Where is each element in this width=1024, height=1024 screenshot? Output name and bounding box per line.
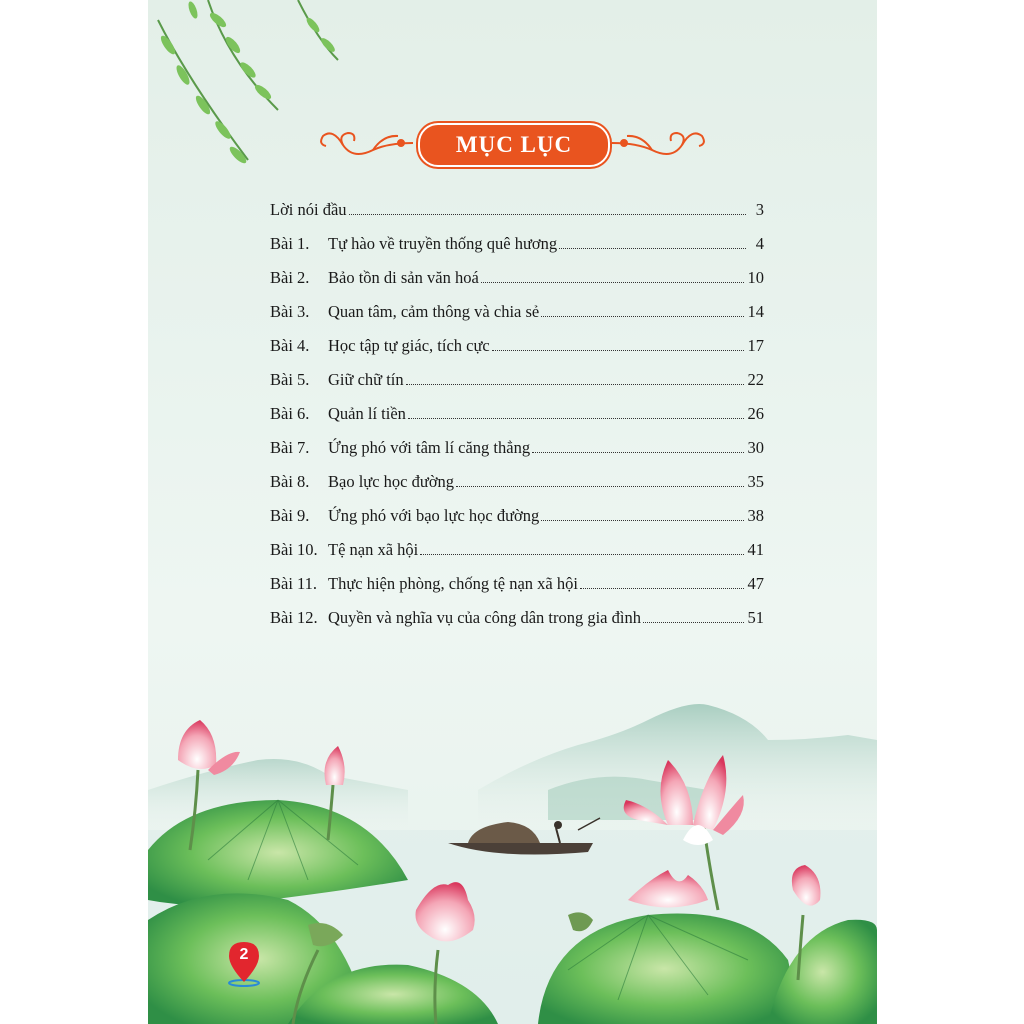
toc-entry-page: 47 bbox=[747, 574, 764, 593]
page-number-badge bbox=[224, 938, 264, 988]
page-number: 2 bbox=[239, 946, 249, 963]
dot-leader bbox=[532, 451, 743, 453]
toc-entry-title: Tệ nạn xã hội bbox=[328, 540, 419, 559]
toc-entry[interactable] bbox=[270, 390, 764, 424]
dot-leader bbox=[408, 417, 744, 419]
toc-entry-title: Học tập tự giác, tích cực bbox=[328, 336, 490, 355]
dot-leader bbox=[541, 315, 743, 317]
toc-entry-title: Quan tâm, cảm thông và chia sẻ bbox=[328, 302, 540, 321]
toc-entry-title: Giữ chữ tín bbox=[328, 370, 404, 389]
dot-leader bbox=[349, 213, 746, 215]
dot-leader bbox=[559, 247, 746, 249]
left-ornament-icon bbox=[321, 133, 413, 154]
toc-entry-page: 17 bbox=[747, 336, 764, 355]
toc-entry-number: Bài 11. bbox=[270, 574, 318, 593]
toc-entry-page: 10 bbox=[747, 268, 764, 287]
toc-entry-title: Quản lí tiền bbox=[328, 404, 406, 423]
toc-entry-page: 51 bbox=[747, 608, 764, 627]
toc-entry[interactable] bbox=[270, 356, 764, 390]
toc-entry-title: Ứng phó với tâm lí căng thẳng bbox=[328, 438, 531, 457]
toc-entry[interactable] bbox=[270, 526, 764, 560]
toc-entry[interactable] bbox=[270, 594, 764, 628]
toc-entry-number: Bài 10. bbox=[270, 540, 318, 559]
toc-entry-number: Bài 8. bbox=[270, 472, 310, 491]
toc-entry[interactable] bbox=[270, 288, 764, 322]
willow-branch-icon bbox=[158, 0, 338, 166]
toc-entry-page: 38 bbox=[747, 506, 764, 525]
toc-entry[interactable] bbox=[270, 322, 764, 356]
toc-entry-number: Bài 2. bbox=[270, 268, 310, 287]
toc-entry-page: 26 bbox=[747, 404, 764, 423]
dot-leader bbox=[492, 349, 744, 351]
dot-leader bbox=[456, 485, 743, 487]
toc-title-banner bbox=[418, 123, 610, 167]
toc-entry[interactable] bbox=[270, 424, 764, 458]
right-ornament-icon bbox=[612, 133, 704, 154]
toc-entry-number: Bài 5. bbox=[270, 370, 310, 389]
dot-leader bbox=[643, 621, 744, 623]
dot-leader bbox=[541, 519, 743, 521]
toc-entry-number: Bài 6. bbox=[270, 404, 310, 423]
toc-entry-number: Bài 7. bbox=[270, 438, 310, 457]
toc-entry-title: Bạo lực học đường bbox=[328, 472, 455, 491]
toc-entry-number: Bài 12. bbox=[270, 608, 318, 627]
toc-entry-number: Bài 4. bbox=[270, 336, 310, 355]
toc-entry-title: Thực hiện phòng, chống tệ nạn xã hội bbox=[328, 574, 578, 593]
toc-entry-title: Bảo tồn di sản văn hoá bbox=[328, 268, 479, 287]
toc-entry-page: 14 bbox=[747, 302, 764, 321]
toc-entry-page: 41 bbox=[747, 540, 764, 559]
toc-entry[interactable] bbox=[270, 254, 764, 288]
toc-entry-number: Bài 3. bbox=[270, 302, 310, 321]
toc-entry[interactable] bbox=[270, 186, 764, 220]
toc-entry-page: 4 bbox=[755, 234, 764, 253]
book-page bbox=[148, 0, 877, 1024]
toc-entry-page: 22 bbox=[747, 370, 764, 389]
toc-entry-number: Bài 9. bbox=[270, 506, 310, 525]
toc-entry-title: Tự hào về truyền thống quê hương bbox=[328, 234, 558, 253]
toc-entry[interactable] bbox=[270, 220, 764, 254]
page-title: MỤC LỤC bbox=[455, 132, 573, 157]
dot-leader bbox=[580, 587, 744, 589]
dot-leader bbox=[406, 383, 744, 385]
toc-entry[interactable] bbox=[270, 492, 764, 526]
dot-leader bbox=[420, 553, 743, 555]
toc-entry-number: Bài 1. bbox=[270, 234, 310, 253]
toc-entry-page: 35 bbox=[747, 472, 764, 491]
table-of-contents bbox=[270, 186, 764, 628]
toc-entry-title: Quyền và nghĩa vụ của công dân trong gia đình bbox=[328, 608, 641, 627]
toc-entry-page: 30 bbox=[747, 438, 764, 457]
toc-entry-number: Lời nói đầu bbox=[270, 200, 347, 219]
dot-leader bbox=[481, 281, 744, 283]
toc-entry-title: Ứng phó với bạo lực học đường bbox=[328, 506, 540, 525]
toc-entry[interactable] bbox=[270, 560, 764, 594]
toc-entry-page: 3 bbox=[755, 200, 764, 219]
toc-entry[interactable] bbox=[270, 458, 764, 492]
